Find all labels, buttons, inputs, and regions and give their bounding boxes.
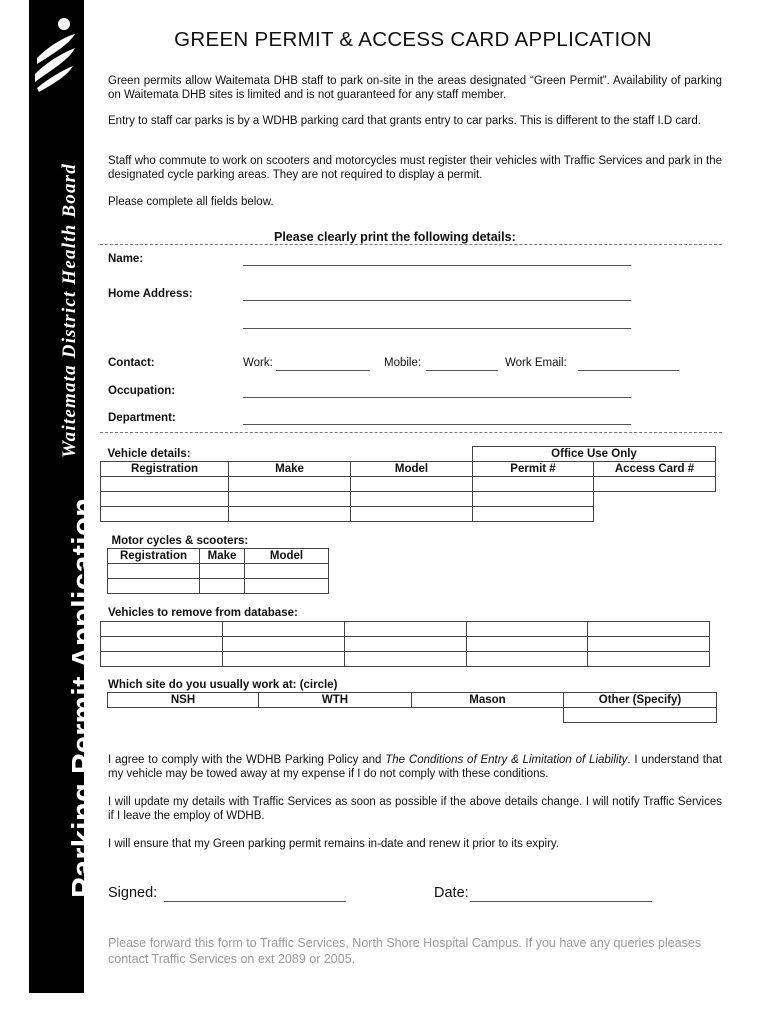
table-cell[interactable] [351,507,473,522]
table-cell[interactable] [345,637,467,652]
table-cell[interactable] [108,564,200,579]
table-cell[interactable] [223,637,345,652]
remove-vehicles-label: Vehicles to remove from database: [108,607,298,619]
contact-label: Contact: [108,357,155,369]
mobile-label: Mobile: [384,357,422,369]
table-row [101,622,710,637]
date-field[interactable] [470,901,652,902]
work-email-field[interactable] [578,370,679,371]
intro-paragraph-1: Green permits allow Waitemata DHB staff to park on-site in the areas designated “Green Permit”. Availability of parking on Waitemata DHB sites is limited and is not guaranteed for any staff member. [108,75,722,101]
column-header: Registration [101,462,229,477]
intro-paragraph-2: Entry to staff car parks is by a WDHB parking card that grants entry to car parks. This is different to the staff I.D card. [108,115,701,127]
table-cell[interactable] [223,652,345,667]
table-cell[interactable] [101,652,223,667]
table-cell[interactable] [200,564,245,579]
table-cell[interactable] [467,637,588,652]
footer-note: Please forward this form to Traffic Services, North Shore Hospital Campus. If you have any queries pleases contact Traffic Services on ext 2089 or 2005. [108,936,702,966]
agreement-text: . I understand that my vehicle may be towed away at my expense if I do not comply with these conditions. [108,754,722,780]
table-row [108,564,329,579]
home-address-field-line-2[interactable] [243,328,631,329]
table-cell[interactable] [345,652,467,667]
table-cell[interactable] [588,622,710,637]
table-cell[interactable] [229,492,351,507]
table-cell[interactable] [223,622,345,637]
remove-vehicles-table [100,621,710,667]
agreement-paragraph-2: I will update my details with Traffic Services as soon as possible if the above details change. I will notify Traffic Services if I leave the employ of WDHB. [108,796,722,822]
table-row [101,507,716,522]
agreement-paragraph-1 [108,753,722,781]
sidebar-banner [29,0,106,993]
vehicle-details-label: Vehicle details: [107,447,191,460]
organization-name: Waitemata District Health Board [59,163,80,458]
office-use-heading: Office Use Only [473,447,716,462]
site-option-mason[interactable]: Mason [412,693,564,708]
column-header: Registration [108,549,200,564]
vehicle-details-table [100,446,716,522]
details-heading: Please clearly print the following details: [274,230,516,244]
table-cell[interactable] [473,507,594,522]
site-label: Which site do you usually work at: (circle) [108,679,338,691]
motorcycle-table [107,534,329,594]
table-row [101,477,716,492]
agreement-paragraph-3: I will ensure that my Green parking permit remains in-date and renew it prior to its expiry. [108,838,560,850]
table-cell[interactable] [229,477,351,492]
table-cell[interactable] [467,652,588,667]
table-cell[interactable] [473,477,594,492]
table-cell[interactable] [101,492,229,507]
occupation-field[interactable] [243,397,631,398]
work-phone-label: Work: [243,357,273,369]
table-cell[interactable] [101,622,223,637]
table-cell[interactable] [101,477,229,492]
site-options-table [107,692,717,723]
site-option-nsh[interactable]: NSH [108,693,259,708]
home-address-field-line-1[interactable] [243,300,631,301]
name-label: Name: [108,253,144,265]
site-option-wth[interactable]: WTH [259,693,412,708]
column-header: Model [351,462,473,477]
table-cell[interactable] [351,492,473,507]
intro-paragraph-4: Please complete all fields below. [108,196,274,208]
home-address-label: Home Address: [108,288,193,300]
section-divider [100,244,722,245]
work-email-label: Work Email: [505,357,567,369]
column-header: Make [200,549,245,564]
agreement-text: I agree to comply with the WDHB Parking Policy and [108,754,386,766]
page-title: GREEN PERMIT & ACCESS CARD APPLICATION [174,28,652,51]
table-row [101,637,710,652]
date-label: Date: [434,885,469,901]
organization-maori-name: Te Wai Awhina [87,251,106,382]
table-cell[interactable] [108,579,200,594]
table-cell[interactable] [588,652,710,667]
table-row [108,579,329,594]
signature-field[interactable] [164,901,346,902]
table-cell[interactable] [351,477,473,492]
name-field[interactable] [243,265,631,266]
table-cell[interactable] [229,507,351,522]
mobile-field[interactable] [426,370,498,371]
table-row [101,652,710,667]
column-header: Permit # [473,462,594,477]
table-cell[interactable] [345,622,467,637]
table-cell[interactable] [245,579,329,594]
table-cell[interactable] [594,477,716,492]
other-site-field[interactable] [564,708,717,723]
signed-label: Signed: [108,885,158,901]
intro-paragraph-3: Staff who commute to work on scooters and motorcycles must register their vehicles with Traffic Services and park in the designated cycle parking areas. They are not required to display a permit. [108,155,722,181]
table-cell[interactable] [200,579,245,594]
wdhb-logo-icon [29,14,84,92]
section-divider [100,432,722,433]
column-header: Model [245,549,329,564]
work-phone-field[interactable] [276,370,370,371]
conditions-of-entry-reference: The Conditions of Entry & Limitation of Liability [385,754,628,766]
occupation-label: Occupation: [108,385,176,397]
table-cell[interactable] [473,492,594,507]
sidebar-title: Parking Permit Application [65,497,100,898]
table-cell[interactable] [245,564,329,579]
column-header: Access Card # [594,462,716,477]
table-row [101,492,716,507]
department-label: Department: [108,412,176,424]
motorcycle-label: Motor cycles & scooters: [111,535,249,547]
table-cell[interactable] [588,637,710,652]
table-cell[interactable] [101,507,229,522]
column-header: Make [229,462,351,477]
department-field[interactable] [243,424,631,425]
site-option-other[interactable]: Other (Specify) [564,693,717,708]
table-cell[interactable] [101,637,223,652]
table-cell[interactable] [467,622,588,637]
